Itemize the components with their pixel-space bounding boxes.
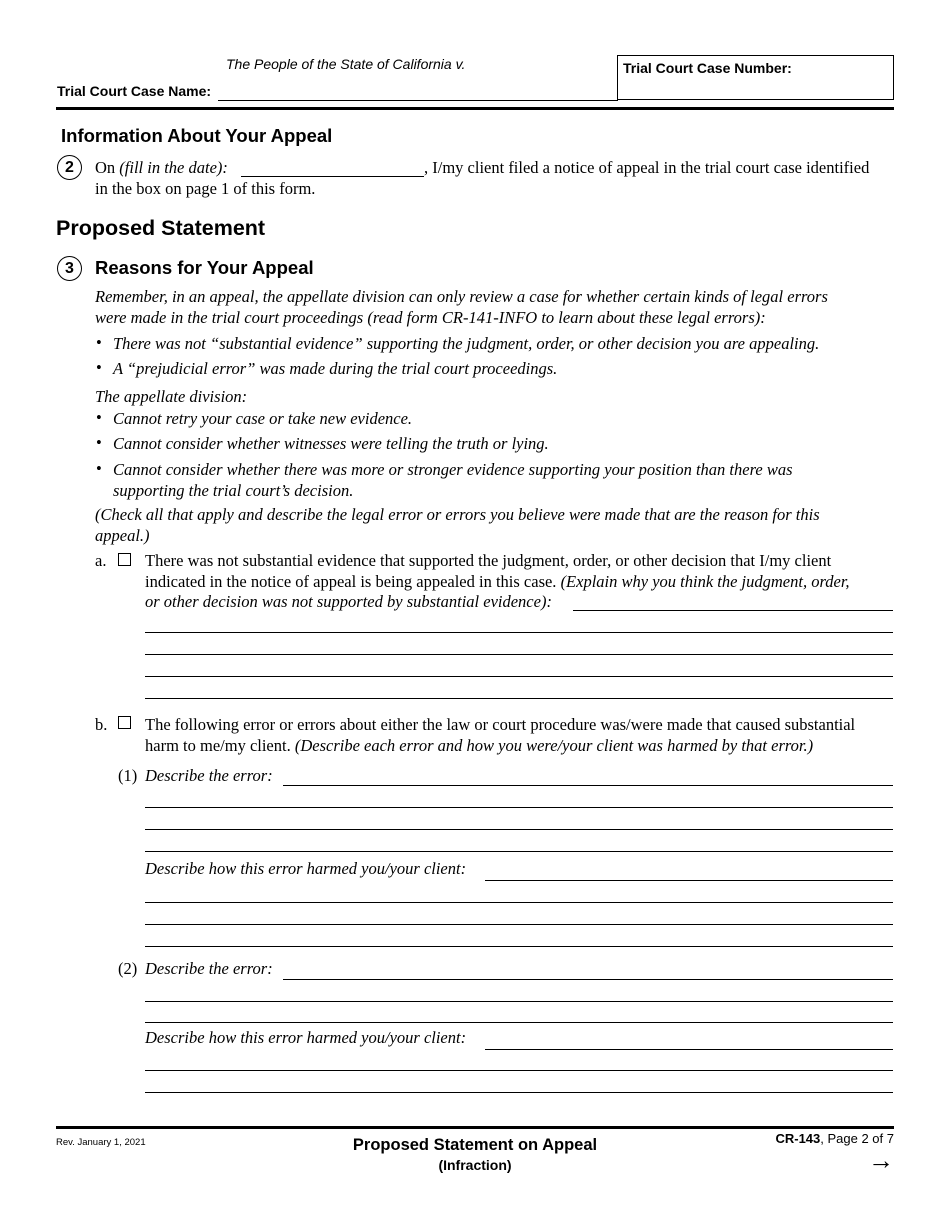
error-1-harm-line[interactable] xyxy=(145,924,893,925)
error-1-harm-line[interactable] xyxy=(145,902,893,903)
form-title: Proposed Statement on Appeal xyxy=(352,1136,598,1154)
intro-line1: Remember, in an appeal, the appellate division can only review a case for whether certain kinds of legal errors xyxy=(95,287,828,306)
error-1-harm-line[interactable] xyxy=(145,946,893,947)
appellate-bullet-3-cont: supporting the trial court’s decision. xyxy=(113,481,354,500)
error-2-describe-label: Describe the error: xyxy=(145,959,273,978)
intro-line2: were made in the trial court proceedings (read form CR-141-INFO to learn about these legal errors): xyxy=(95,308,766,327)
proposed-title: Proposed Statement xyxy=(56,216,266,240)
error-1-describe-line[interactable] xyxy=(145,829,893,830)
error-1-describe-line[interactable] xyxy=(145,807,893,808)
footer-divider xyxy=(56,1126,894,1129)
option-a-letter: a. xyxy=(95,551,107,570)
item-number-2: 2 xyxy=(57,155,82,180)
bullet: • xyxy=(96,459,102,478)
case-name-field[interactable] xyxy=(218,100,618,101)
header-divider xyxy=(56,107,894,110)
case-number-box[interactable] xyxy=(617,55,894,100)
bullet: • xyxy=(96,358,102,377)
error-bullet-2: A “prejudicial error” was made during the trial court proceedings. xyxy=(113,359,558,378)
error-2-harm-line[interactable] xyxy=(485,1049,893,1050)
page-indicator: CR-143, Page 2 of 7 xyxy=(775,1131,894,1146)
bullet: • xyxy=(96,433,102,452)
error-1-describe-label: Describe the error: xyxy=(145,766,273,785)
error-2-harm-label: Describe how this error harmed you/your client: xyxy=(145,1028,467,1047)
error-2-describe-line[interactable] xyxy=(145,1001,893,1002)
option-a-line2: indicated in the notice of appeal is being appealed in this case. (Explain why you think the judgment, order, xyxy=(145,572,850,591)
error-1-number: (1) xyxy=(118,766,138,785)
error-1-describe-line[interactable] xyxy=(283,785,893,786)
info-section-title: Information About Your Appeal xyxy=(61,125,333,146)
error-1-harm-line[interactable] xyxy=(485,880,893,881)
reasons-title: Reasons for Your Appeal xyxy=(95,257,314,278)
appellate-bullet-2: Cannot consider whether witnesses were telling the truth or lying. xyxy=(113,434,549,453)
error-2-harm-line[interactable] xyxy=(145,1092,893,1093)
revision-date: Rev. January 1, 2021 xyxy=(56,1137,146,1148)
appeal-date-field[interactable] xyxy=(241,176,424,177)
error-2-harm-line[interactable] xyxy=(145,1070,893,1071)
next-page-arrow-icon: → xyxy=(868,1145,894,1175)
appellate-bullet-1: Cannot retry your case or take new evidence. xyxy=(113,409,413,428)
form-subtitle: (Infraction) xyxy=(438,1157,512,1173)
info-text-after: , I/my client filed a notice of appeal in the trial court case identified xyxy=(424,158,870,177)
error-bullet-1: There was not “substantial evidence” supporting the judgment, order, or other decision you are appealing. xyxy=(113,334,820,353)
option-a-answer-line[interactable] xyxy=(573,610,893,611)
option-b-letter: b. xyxy=(95,715,108,734)
case-name-label: Trial Court Case Name: xyxy=(57,83,212,99)
error-2-number: (2) xyxy=(118,959,138,978)
info-text-line2: in the box on page 1 of this form. xyxy=(95,179,316,198)
option-b-line1: The following error or errors about either the law or court procedure was/were made that caused substantial xyxy=(145,715,856,734)
error-1-harm-label: Describe how this error harmed you/your client: xyxy=(145,859,467,878)
option-a-answer-line[interactable] xyxy=(145,654,893,655)
bullet: • xyxy=(96,333,102,352)
option-a-answer-line[interactable] xyxy=(145,698,893,699)
error-2-describe-line[interactable] xyxy=(145,1022,893,1023)
option-a-answer-line[interactable] xyxy=(145,632,893,633)
appellate-bullet-3: Cannot consider whether there was more or stronger evidence supporting your position than there was xyxy=(113,460,793,479)
option-a-checkbox[interactable] xyxy=(118,553,131,566)
check-instructions-2: appeal.) xyxy=(95,526,150,545)
info-on-label: On (fill in the date): xyxy=(95,158,228,177)
check-instructions-1: (Check all that apply and describe the legal error or errors you believe were made that are the reason for this xyxy=(95,505,820,524)
option-a-line3: or other decision was not supported by substantial evidence): xyxy=(145,592,552,611)
option-a-answer-line[interactable] xyxy=(145,676,893,677)
error-2-describe-line[interactable] xyxy=(283,979,893,980)
case-number-label: Trial Court Case Number: xyxy=(623,60,792,76)
people-caption: The People of the State of California v. xyxy=(226,56,466,72)
form-number: CR-143 xyxy=(775,1131,821,1146)
option-b-checkbox[interactable] xyxy=(118,716,131,729)
error-1-describe-line[interactable] xyxy=(145,851,893,852)
appellate-label: The appellate division: xyxy=(95,387,248,406)
bullet: • xyxy=(96,408,102,427)
option-b-line2: harm to me/my client. (Describe each error and how you were/your client was harmed by that error.) xyxy=(145,736,814,755)
item-number-3: 3 xyxy=(57,256,82,281)
option-a-line1: There was not substantial evidence that supported the judgment, order, or other decision that I/my client xyxy=(145,551,832,570)
